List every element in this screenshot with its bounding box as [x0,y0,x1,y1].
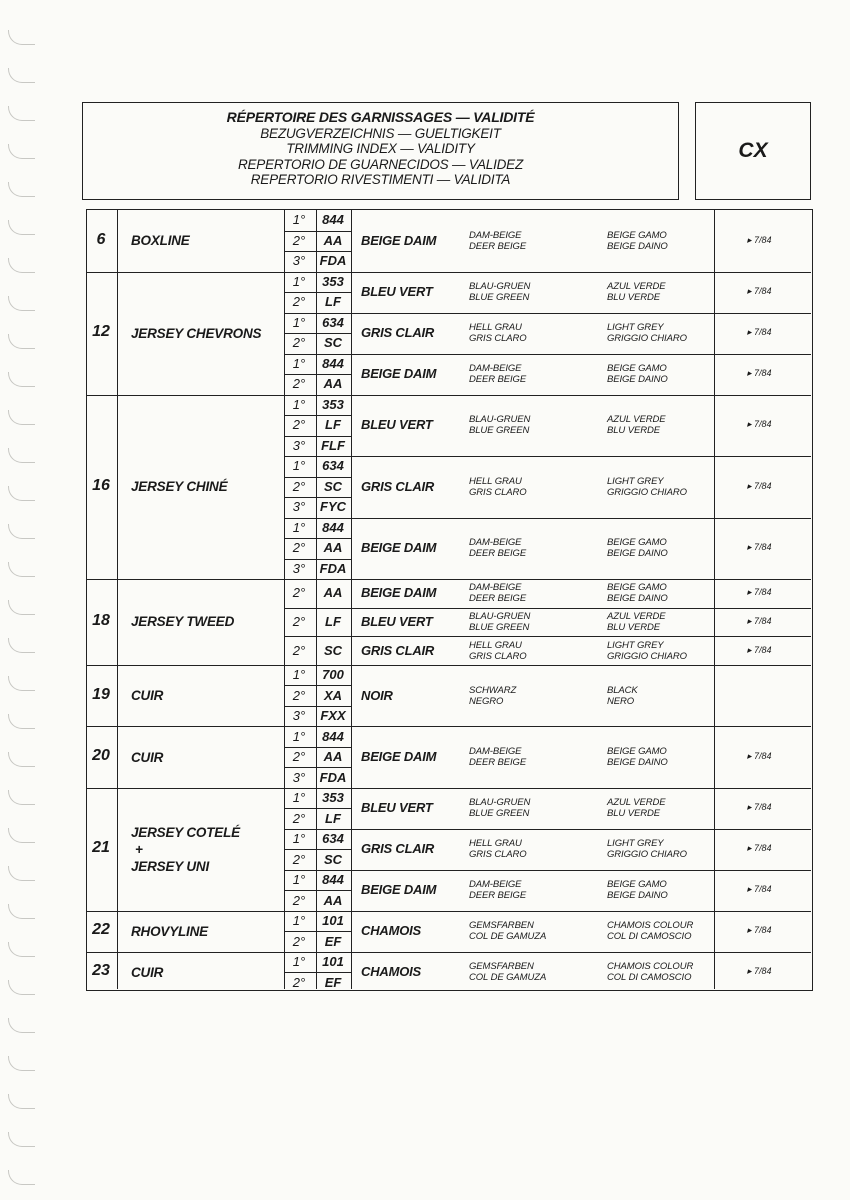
trimming-table [86,209,813,991]
translation-es-it: LIGHT GREY GRIGGIO CHIARO [607,322,687,344]
rank: 1° [292,913,306,929]
rank: 1° [292,872,306,888]
header-title-box [82,102,679,200]
translation-de-en: GEMSFARBEN COL DE GAMUZA [469,920,547,943]
validity-date: ▸ 7/84 [747,286,772,296]
binder-hole [8,68,35,83]
group-number: 12 [92,323,110,340]
row-divider [284,849,351,850]
rank: 2° [292,851,306,867]
color-name: BEIGE DAIM [361,540,437,556]
row-divider [284,890,351,891]
trim-code: EF [324,933,342,949]
row-divider [284,808,351,809]
row-divider [284,497,351,498]
validity-date: ▸ 7/84 [747,644,772,655]
binder-hole [8,410,35,425]
validity-date: ▸ 7/84 [747,966,772,977]
translation-de-en: BLAU-GRUEN BLUE GREEN [469,414,531,437]
trim-code: 844 [322,728,344,744]
color-name: BLEU VERT [361,613,433,629]
row-divider [87,395,811,396]
translation-es-it: AZUL VERDE BLU VERDE [607,797,666,820]
title-fr: RÉPERTOIRE DES GARNISSAGES — VALIDITÉ [226,109,535,125]
row-divider [87,726,811,727]
rank: 1° [292,831,306,847]
group-name [131,232,190,249]
validity-date: ▸ 7/84 [747,542,772,553]
translation-es-it: CHAMOIS COLOUR COL DI CAMOSCIO [607,920,694,943]
row-divider [87,272,811,273]
trim-code: SC [323,478,343,494]
color-name: BEIGE DAIM [361,232,437,248]
translation-de-en: DAM-BEIGE DEER BEIGE [469,879,527,902]
trim-code: AA [323,892,343,908]
binder-hole [8,220,35,235]
rank: 1° [292,458,306,474]
trim-code: AA [323,749,343,765]
trim-code: 700 [322,667,344,683]
translation-es-it: BEIGE GAMO BEIGE DAINO [607,363,668,385]
translation-de-en: HELL GRAU GRIS CLARO [469,639,527,662]
rank: 2° [292,892,306,908]
binder-hole [8,980,35,995]
translation-es-it: BEIGE GAMO BEIGE DAINO [607,582,668,605]
row-divider [87,952,811,953]
row-divider [87,788,811,789]
validity-date: ▸ 7/84 [747,419,772,430]
row-divider [284,538,351,539]
rank: 1° [292,355,306,371]
trim-code: 101 [322,913,344,929]
rank: 2° [292,585,306,601]
trim-code: FYC [320,499,346,515]
translation-es-it: BEIGE GAMO BEIGE DAINO [607,879,668,902]
binder-hole [8,296,35,311]
binder-hole [8,600,35,615]
row-divider [284,829,811,830]
validity-date: ▸ 7/84 [747,751,772,762]
validity-date: ▸ 7/84 [747,615,772,626]
group-name-line: CUIR [131,964,164,980]
binder-hole [8,942,35,957]
rank: 2° [292,687,306,703]
group-name-line: JERSEY CHEVRONS [131,325,262,341]
group-name-line: CUIR [131,688,164,704]
group-number: 6 [96,230,106,248]
trim-code: 844 [322,872,344,888]
row-divider [284,231,351,232]
trim-code: FDA [319,769,347,785]
rank: 2° [292,232,306,248]
row-divider [284,972,351,973]
validity-date: ▸ 7/84 [747,368,772,378]
trim-code: FLF [321,437,345,453]
group-name [131,325,261,342]
row-divider [284,292,351,293]
row-divider [284,251,351,252]
color-name: BLEU VERT [361,800,433,816]
binder-hole [8,676,35,691]
translation-es-it: BLACK NERO [607,684,638,707]
row-divider [87,665,811,666]
group-name-line: JERSEY TWEED [131,614,235,630]
trim-code: SC [323,642,343,658]
column-divider [117,210,118,989]
color-name: BEIGE DAIM [361,882,437,898]
column-divider [714,210,715,989]
translation-de-en: HELL GRAU GRIS CLARO [469,322,527,344]
rank: 1° [292,954,306,970]
binder-hole [8,638,35,653]
group-name [131,923,208,940]
row-divider [284,685,351,686]
translation-es-it: LIGHT GREY GRIGGIO CHIARO [607,838,687,861]
translation-es-it: BEIGE GAMO BEIGE DAINO [607,229,668,252]
rank: 2° [292,478,306,494]
color-name: GRIS CLAIR [361,325,435,340]
binder-hole [8,1094,35,1109]
trim-code: 353 [322,273,344,289]
rank: 2° [292,810,306,826]
column-divider [316,210,317,989]
column-divider [284,210,285,989]
trim-code: 844 [322,355,344,371]
translation-de-en: GEMSFARBEN COL DE GAMUZA [469,961,547,984]
row-divider [284,559,351,560]
binder-hole [8,790,35,805]
translation-es-it: CHAMOIS COLOUR COL DI CAMOSCIO [607,961,694,984]
group-name-line: BOXLINE [131,233,190,249]
binder-hole [8,448,35,463]
trim-code: LF [325,613,341,629]
row-divider [284,374,351,375]
trim-code: AA [323,540,343,556]
binder-hole [8,334,35,349]
rank: 3° [292,499,306,515]
rank: 3° [292,253,306,269]
group-name-line: + [135,841,143,857]
validity-date: ▸ 7/84 [747,327,772,337]
translation-de-en: BLAU-GRUEN BLUE GREEN [469,797,531,820]
color-name: BEIGE DAIM [361,585,437,601]
color-name: CHAMOIS [361,964,421,980]
trim-code: 634 [322,831,344,847]
binder-hole [8,562,35,577]
translation-de-en: DAM-BEIGE DEER BEIGE [469,363,527,385]
row-divider [284,415,351,416]
column-divider [351,210,352,989]
row-divider [284,767,351,768]
trim-code: AA [323,376,343,392]
rank: 2° [292,335,306,351]
binder-hole [8,1056,35,1071]
validity-date: ▸ 7/84 [747,234,772,245]
binder-hole [8,1170,35,1185]
translation-es-it: LIGHT GREY GRIGGIO CHIARO [607,639,687,662]
group-number: 18 [92,611,110,629]
row-divider [284,333,351,334]
group-name-line: CUIR [131,749,164,765]
color-name: BLEU VERT [361,417,433,433]
translation-de-en: DAM-BEIGE DEER BEIGE [469,746,527,769]
trim-code: FXX [320,708,346,724]
rank: 1° [292,396,306,412]
translation-es-it: LIGHT GREY GRIGGIO CHIARO [607,475,687,498]
trim-code: 353 [322,790,344,806]
color-name: BEIGE DAIM [361,366,437,381]
trim-code: FDA [319,560,347,576]
trim-code: 844 [322,519,344,535]
trim-code: LF [325,294,341,310]
title-de: BEZUGVERZEICHNIS — GUELTIGKEIT [260,125,501,141]
group-name [131,964,163,981]
trim-code: XA [323,687,343,703]
rank: 1° [292,728,306,744]
validity-date: ▸ 7/84 [747,925,772,936]
binder-hole [8,828,35,843]
color-name: BEIGE DAIM [361,749,437,765]
translation-de-en: DAM-BEIGE DEER BEIGE [469,229,527,252]
group-name [131,478,227,495]
rank: 2° [292,613,306,629]
translation-es-it: AZUL VERDE BLU VERDE [607,281,666,303]
binder-hole [8,1018,35,1033]
binder-hole [8,372,35,387]
row-divider [284,636,811,637]
trim-code: 844 [322,212,344,228]
group-number: 22 [92,921,110,939]
group-name-line: JERSEY COTELÉ [131,824,240,840]
row-divider [284,456,811,457]
group-number: 19 [92,685,110,703]
row-divider [284,518,811,519]
row-divider [284,931,351,932]
group-name-line: JERSEY UNI [131,858,210,874]
color-name: NOIR [361,687,393,703]
rank: 2° [292,376,306,392]
binder-hole [8,258,35,273]
rank: 1° [292,667,306,683]
row-divider [284,354,811,355]
title-en: TRIMMING INDEX — VALIDITY [286,141,475,156]
title-es: REPERTORIO DE GUARNECIDOS — VALIDEZ [237,156,524,172]
trim-code: 101 [322,954,344,970]
row-divider [284,477,351,478]
translation-de-en: DAM-BEIGE DEER BEIGE [469,582,527,605]
rank: 1° [292,314,306,330]
group-name [131,749,163,766]
row-divider [284,436,351,437]
trim-code: SC [323,335,343,351]
binder-hole [8,486,35,501]
validity-date: ▸ 7/84 [747,843,772,854]
trim-code: 634 [322,314,344,330]
trim-code: EF [324,974,342,990]
group-number: 16 [92,476,110,494]
rank: 2° [292,974,306,990]
group-number: 23 [92,962,110,980]
binder-hole [8,904,35,919]
rank: 1° [292,519,306,535]
rank: 3° [292,769,306,785]
trim-code: LF [325,417,341,433]
binder-hole [8,144,35,159]
trim-code: 634 [322,458,344,474]
rank: 3° [292,560,306,576]
trim-code: AA [323,585,343,601]
translation-es-it: AZUL VERDE BLU VERDE [607,414,666,437]
row-divider [284,870,811,871]
group-name-line: JERSEY CHINÉ [131,479,228,495]
model-code-box [695,102,811,200]
trim-code: FDA [319,253,347,269]
trim-code: AA [323,232,343,248]
validity-date: ▸ 7/84 [747,884,772,895]
row-divider [284,747,351,748]
validity-date: ▸ 7/84 [747,480,772,491]
rank: 1° [292,273,306,289]
color-name: CHAMOIS [361,923,421,939]
rank: 2° [292,417,306,433]
trim-code: 353 [322,396,344,412]
translation-de-en: DAM-BEIGE DEER BEIGE [469,537,527,560]
row-divider [87,579,811,580]
row-divider [284,706,351,707]
binder-hole [8,866,35,881]
rank: 2° [292,642,306,658]
trim-code: LF [325,810,341,826]
translation-de-en: BLAU-GRUEN BLUE GREEN [469,610,531,633]
binder-holes [0,0,40,1200]
rank: 2° [292,294,306,310]
rank: 1° [292,790,306,806]
binder-hole [8,30,35,45]
row-divider [284,608,811,609]
trim-code: SC [323,851,343,867]
title-it: REPERTORIO RIVESTIMENTI — VALIDITA [250,172,511,187]
color-name: BLEU VERT [361,284,433,299]
binder-hole [8,714,35,729]
translation-de-en: SCHWARZ NEGRO [469,684,517,707]
binder-hole [8,182,35,197]
translation-de-en: BLAU-GRUEN BLUE GREEN [469,281,531,303]
row-divider [284,313,811,314]
binder-hole [8,752,35,767]
group-number: 20 [92,747,110,765]
validity-date: ▸ 7/84 [747,587,772,598]
color-name: GRIS CLAIR [361,478,435,494]
translation-de-en: HELL GRAU GRIS CLARO [469,475,527,498]
group-name-line: RHOVYLINE [131,923,208,939]
row-divider [87,911,811,912]
color-name: GRIS CLAIR [361,642,435,658]
group-name [131,613,234,630]
translation-es-it: BEIGE GAMO BEIGE DAINO [607,537,668,560]
translation-de-en: HELL GRAU GRIS CLARO [469,838,527,861]
binder-hole [8,1132,35,1147]
translation-es-it: BEIGE GAMO BEIGE DAINO [607,746,668,769]
rank: 3° [292,437,306,453]
group-name [131,824,240,875]
validity-date: ▸ 7/84 [747,802,772,813]
color-name: GRIS CLAIR [361,841,435,857]
translation-es-it: AZUL VERDE BLU VERDE [607,610,666,633]
rank: 3° [292,708,306,724]
rank: 1° [292,212,306,228]
binder-hole [8,106,35,121]
rank: 2° [292,749,306,765]
group-name [131,687,163,704]
binder-hole [8,524,35,539]
rank: 2° [292,933,306,949]
rank: 2° [292,540,306,556]
model-code: CX [738,139,768,162]
group-number: 21 [92,839,110,857]
